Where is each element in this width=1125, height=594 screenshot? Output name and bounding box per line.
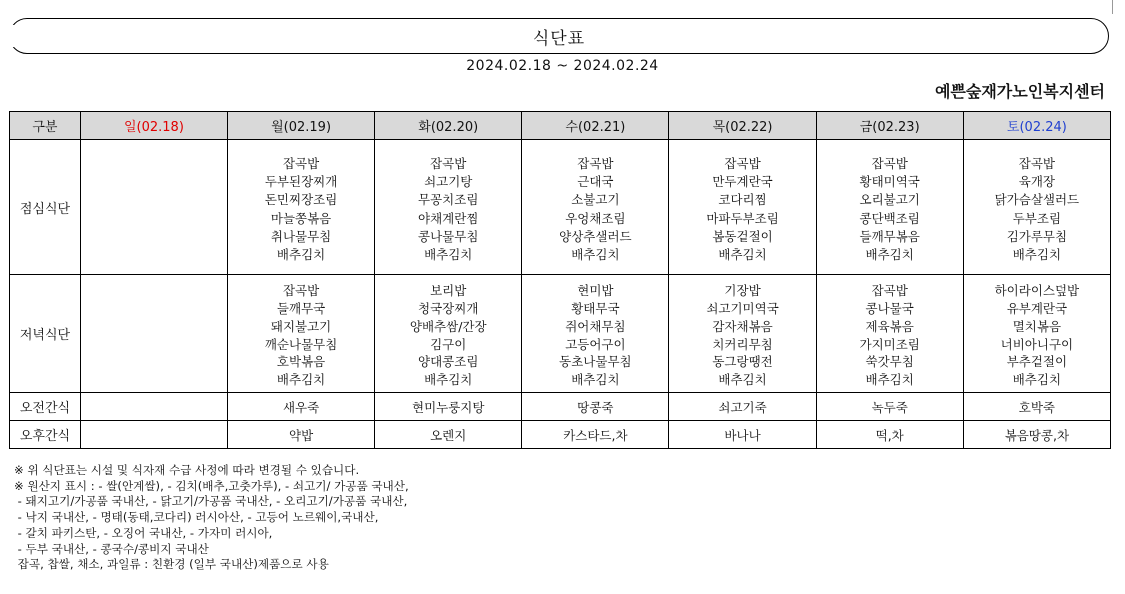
menu-item: 양배추쌈/간장 <box>409 318 487 334</box>
menu-cell-mon <box>228 393 375 421</box>
menu-cell-sat <box>963 140 1110 275</box>
menu-item: 닭가슴살샐러드 <box>994 192 1080 208</box>
menu-cell-wed <box>522 393 669 421</box>
menu-cell-thu <box>669 393 816 421</box>
menu-cell-tue <box>375 275 522 393</box>
menu-cell-wed <box>522 140 669 275</box>
menu-item: 근대국 <box>577 173 614 189</box>
menu-item: 쑥갓무침 <box>865 354 914 370</box>
note-line: - 갈치 파키스탄, - 오징어 국내산, - 가자미 러시아, <box>14 525 273 540</box>
page-corner-mark <box>1112 0 1113 14</box>
menu-item: 카스타드,차 <box>563 427 628 443</box>
menu-item: 배추김치 <box>571 247 620 263</box>
menu-cell-wed <box>522 275 669 393</box>
menu-item: 마파두부조림 <box>706 210 779 226</box>
menu-item: 잡곡밥 <box>871 155 908 171</box>
menu-item: 유부계란국 <box>1006 300 1068 316</box>
menu-item: 땅콩죽 <box>577 399 614 415</box>
menu-item: 기장밥 <box>724 283 761 299</box>
menu-item: 동그랑땡전 <box>712 354 773 370</box>
meal-category-label: 저녁식단 <box>10 275 81 393</box>
menu-item: 가지미조림 <box>859 336 920 352</box>
day-header-mon: 월(02.19) <box>228 112 375 140</box>
menu-item: 봄동겉절이 <box>712 228 773 244</box>
menu-item: 잡곡밥 <box>577 155 614 171</box>
menu-item: 잡곡밥 <box>1018 155 1055 171</box>
menu-cell-sun <box>80 421 227 449</box>
menu-item: 두부조림 <box>1012 210 1062 226</box>
day-header-fri: 금(02.23) <box>816 112 963 140</box>
menu-item: 마늘쫑볶음 <box>270 210 332 226</box>
day-header-thu: 목(02.22) <box>669 112 816 140</box>
date-range: 2024.02.18 ~ 2024.02.24 <box>466 58 659 74</box>
table-row <box>10 393 1111 421</box>
menu-item: 쥐어채무침 <box>565 318 626 334</box>
menu-item: 현미밥 <box>577 283 614 299</box>
menu-item: 배추김치 <box>276 372 326 388</box>
menu-cell-fri <box>816 275 963 393</box>
menu-cell-thu <box>669 275 816 393</box>
day-header-sun: 일(02.18) <box>80 112 227 140</box>
menu-cell-fri <box>816 393 963 421</box>
menu-item: 배추김치 <box>424 372 473 388</box>
menu-item: 코다리찜 <box>718 192 767 208</box>
note-line: - 두부 국내산, - 콩국수/콩비지 국내산 <box>14 541 209 556</box>
menu-cell-fri <box>816 421 963 449</box>
menu-item: 감자채볶음 <box>712 318 773 334</box>
menu-item: 배추김치 <box>571 372 620 388</box>
menu-item: 치커리무침 <box>712 336 773 352</box>
menu-item: 잡곡밥 <box>282 155 320 171</box>
menu-item: 오렌지 <box>430 427 467 443</box>
menu-cell-thu <box>669 140 816 275</box>
menu-item: 쇠고기미역국 <box>706 300 779 316</box>
menu-item: 부추겉절이 <box>1006 354 1068 370</box>
note-line: - 돼지고기/가공품 국내산, - 닭고기/가공품 국내산, - 오리고기/가공품 국내산, <box>14 494 408 509</box>
menu-item: 배추김치 <box>865 372 914 388</box>
menu-item: 하이라이스덮밥 <box>994 283 1080 299</box>
menu-item: 황태미역국 <box>859 173 920 189</box>
menu-item: 멸치볶음 <box>1012 318 1062 334</box>
day-header-sat: 토(02.24) <box>963 112 1110 140</box>
menu-item: 고등어구이 <box>565 336 626 352</box>
menu-item: 소불고기 <box>571 192 620 208</box>
menu-item: 현미누룽지탕 <box>412 399 485 415</box>
table-row <box>10 421 1111 449</box>
menu-cell-sun <box>80 393 227 421</box>
menu-item: 잡곡밥 <box>724 155 761 171</box>
menu-item: 취나물무침 <box>270 228 332 244</box>
note-line: ※ 위 식단표는 시설 및 식자재 수급 사정에 따라 변경될 수 있습니다. <box>14 463 360 477</box>
menu-cell-sun <box>80 140 227 275</box>
menu-item: 떡,차 <box>875 427 904 443</box>
menu-item: 배추김치 <box>718 247 767 263</box>
menu-item: 돼지불고기 <box>270 318 332 334</box>
menu-cell-tue <box>375 421 522 449</box>
menu-cell-tue <box>375 393 522 421</box>
menu-item: 깨순나물무침 <box>264 336 338 352</box>
menu-item: 양상추샐러드 <box>559 228 632 244</box>
menu-item: 잡곡밥 <box>871 283 908 299</box>
menu-item: 볶음땅콩,차 <box>1004 427 1070 443</box>
menu-cell-wed <box>522 421 669 449</box>
note-line: ※ 원산지 표시 : - 쌀(안계쌀), - 김치(배추,고춧가루), - 쇠고기/ 가공품 국내산, <box>14 478 409 493</box>
menu-item: 배추김치 <box>718 372 767 388</box>
organization-name: 예쁜숲재가노인복지센터 <box>934 82 1105 101</box>
menu-cell-sat <box>963 421 1110 449</box>
menu-item: 녹두죽 <box>871 399 908 415</box>
title-banner <box>9 18 1109 54</box>
menu-item: 우엉채조림 <box>565 210 626 226</box>
menu-cell-thu <box>669 421 816 449</box>
menu-item: 들깨무국 <box>276 300 326 316</box>
menu-item: 쇠고기탕 <box>424 173 473 189</box>
menu-item: 콩단백조림 <box>859 210 920 226</box>
table-row <box>10 275 1111 393</box>
menu-item: 약밥 <box>289 427 314 443</box>
menu-item: 무꽁치조림 <box>418 192 479 208</box>
day-header-wed: 수(02.21) <box>522 112 669 140</box>
menu-item: 돈민찌장조림 <box>264 192 338 208</box>
menu-item: 야채계란찜 <box>418 210 479 226</box>
menu-item: 새우죽 <box>282 399 320 415</box>
menu-cell-sun <box>80 275 227 393</box>
menu-item: 두부된장찌개 <box>264 173 338 189</box>
meal-category-label: 점심식단 <box>10 140 81 275</box>
menu-item: 너비아니구이 <box>1000 336 1074 352</box>
note-line: 잡곡, 찹쌀, 채소, 과일류 : 친환경 (일부 국내산)제품으로 사용 <box>14 557 329 572</box>
menu-cell-mon <box>228 275 375 393</box>
menu-item: 배추김치 <box>424 247 473 263</box>
menu-item: 배추김치 <box>1012 247 1062 263</box>
menu-item: 콩나물무침 <box>418 228 479 244</box>
menu-item: 오리불고기 <box>859 192 920 208</box>
menu-item: 육개장 <box>1018 173 1055 189</box>
notes-section <box>14 463 409 573</box>
menu-item: 쇠고기죽 <box>718 399 767 415</box>
menu-item: 김구이 <box>430 336 467 352</box>
menu-item: 청국장찌개 <box>418 300 479 316</box>
menu-item: 황태무국 <box>571 300 620 316</box>
menu-item: 호박볶음 <box>276 354 326 370</box>
menu-item: 배추김치 <box>276 247 326 263</box>
menu-item: 동초나물무침 <box>559 354 632 370</box>
page-title: 식단표 <box>532 28 586 49</box>
menu-item: 제육볶음 <box>865 318 914 334</box>
menu-item: 보리밥 <box>430 283 467 299</box>
menu-item: 잡곡밥 <box>430 155 467 171</box>
menu-item: 바나나 <box>724 427 761 443</box>
menu-item: 콩나물국 <box>865 300 914 316</box>
menu-item: 김가루무침 <box>1006 228 1068 244</box>
table-header-row <box>10 112 1111 140</box>
menu-item: 들깨무볶음 <box>859 228 920 244</box>
menu-cell-mon <box>228 140 375 275</box>
meal-category-label: 오후간식 <box>10 421 81 449</box>
menu-item: 양대콩조림 <box>418 354 479 370</box>
menu-cell-sat <box>963 393 1110 421</box>
menu-item: 만두계란국 <box>712 173 773 189</box>
menu-item: 잡곡밥 <box>282 283 320 299</box>
menu-cell-sat <box>963 275 1110 393</box>
menu-cell-fri <box>816 140 963 275</box>
meal-category-label: 오전간식 <box>10 393 81 421</box>
day-header-tue: 화(02.20) <box>375 112 522 140</box>
menu-item: 배추김치 <box>1012 372 1062 388</box>
menu-item: 배추김치 <box>865 247 914 263</box>
note-line: - 낙지 국내산, - 명태(동태,코다리) 러시아산, - 고등어 노르웨이,국내산, <box>14 510 379 525</box>
menu-cell-tue <box>375 140 522 275</box>
table-row <box>10 140 1111 275</box>
menu-item: 호박죽 <box>1018 399 1055 415</box>
category-header: 구분 <box>10 112 81 140</box>
meal-plan-table <box>9 111 1111 449</box>
menu-cell-mon <box>228 421 375 449</box>
